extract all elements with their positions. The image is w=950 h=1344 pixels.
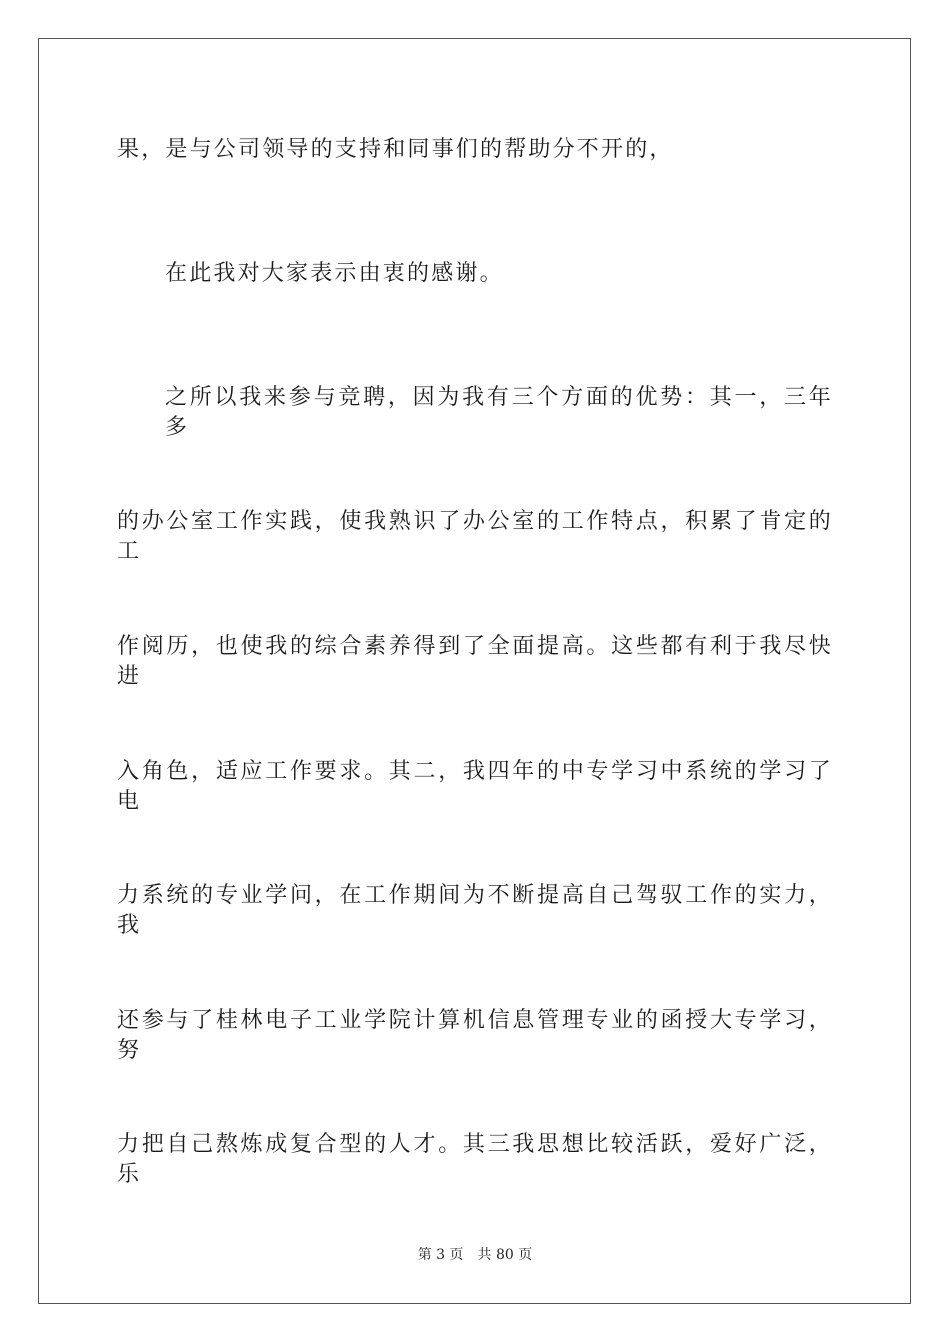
text-line-8: 还参与了桂林电子工业学院计算机信息管理专业的函授大专学习，努 xyxy=(117,1008,833,1063)
text-line-6: 入角色，适应工作要求。其二，我四年的中专学习中系统的学习了电 xyxy=(117,759,833,814)
page-footer xyxy=(0,1245,950,1265)
page-number: 第 3 页 xyxy=(417,1247,464,1263)
text-line-7: 力系统的专业学问，在工作期间为不断提高自己驾驭工作的实力，我 xyxy=(117,883,833,938)
text-line-5: 作阅历，也使我的综合素养得到了全面提高。这些都有利于我尽快进 xyxy=(117,634,833,689)
text-line-1: 果，是与公司领导的支持和同事们的帮助分不开的， xyxy=(117,137,674,162)
text-line-4: 的办公室工作实践，使我熟识了办公室的工作特点，积累了肯定的工 xyxy=(117,509,833,564)
text-line-3: 之所以我来参与竞聘，因为我有三个方面的优势：其一，三年多 xyxy=(165,385,833,440)
text-line-2: 在此我对大家表示由衷的感谢。 xyxy=(165,261,504,286)
text-line-9: 力把自己熬炼成复合型的人才。其三我思想比较活跃，爱好广泛，乐 xyxy=(117,1132,833,1187)
page-total: 共 80 页 xyxy=(477,1247,533,1263)
